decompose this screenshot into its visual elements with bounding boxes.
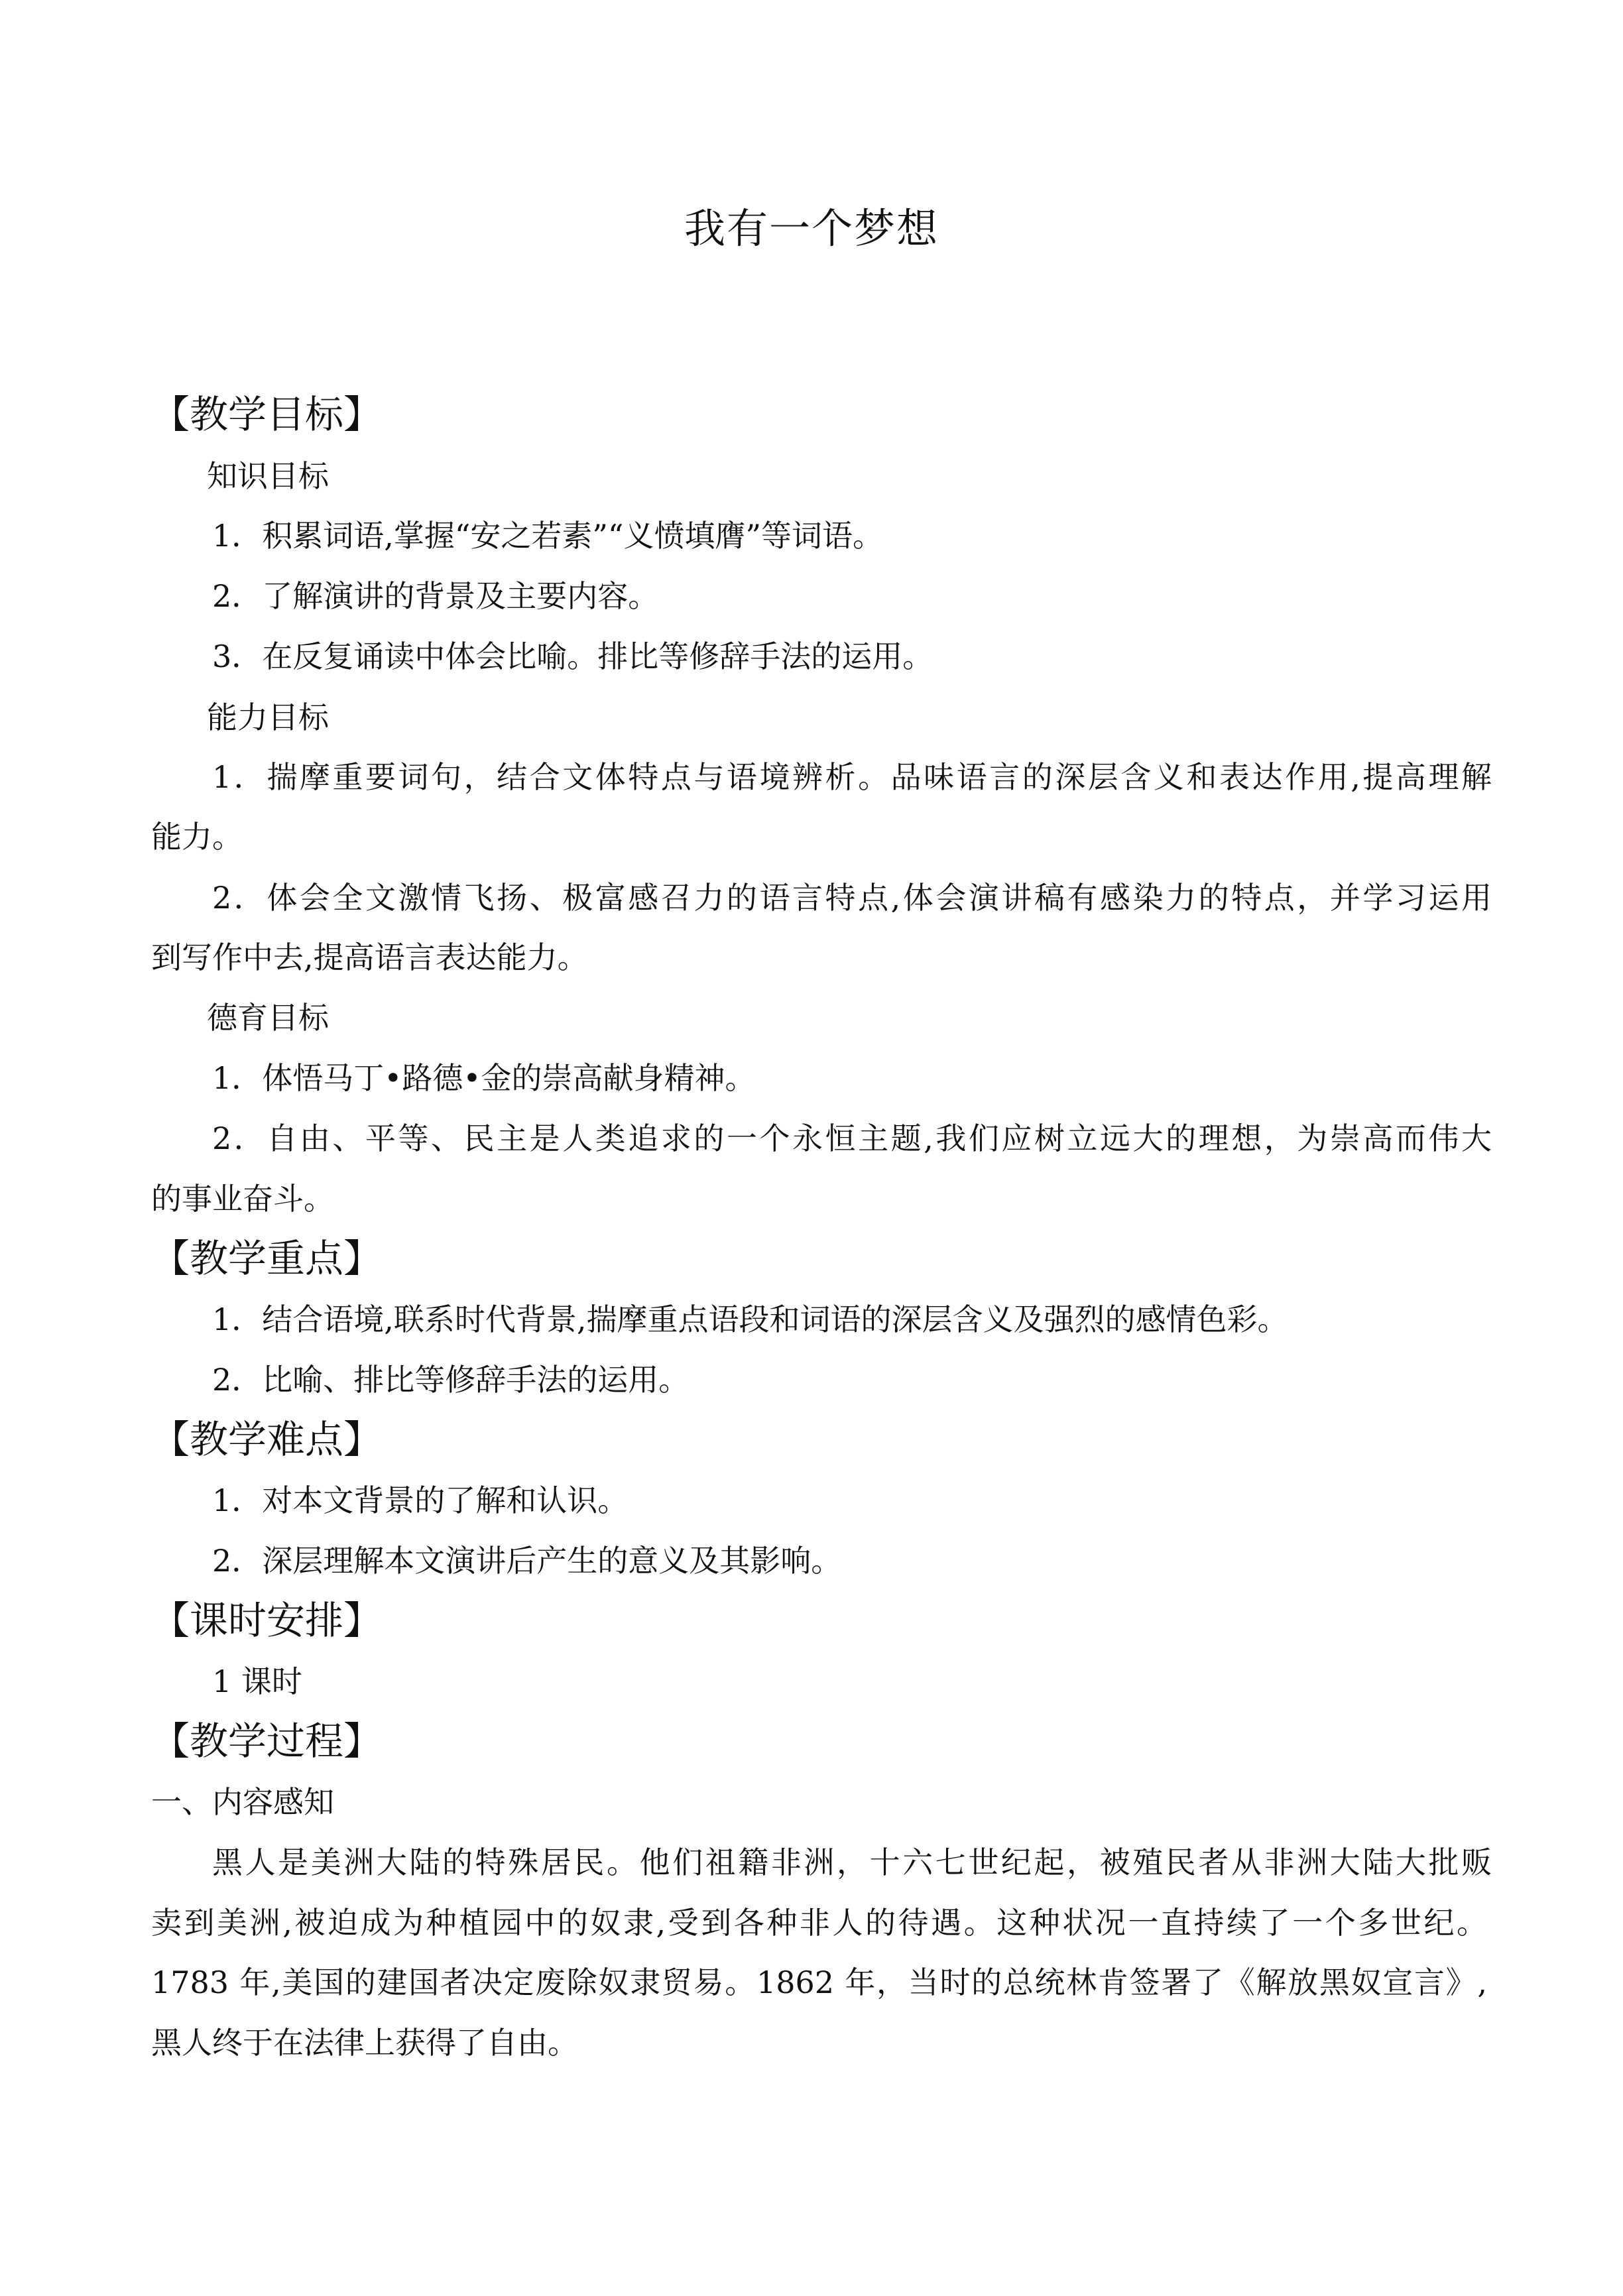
knowledge-objectives-label: 知识目标 bbox=[207, 458, 329, 494]
difficulties-heading: 【教学难点】 bbox=[151, 1417, 383, 1462]
key-points-heading: 【教学重点】 bbox=[151, 1236, 383, 1281]
moral-item-1: 1．体悟马丁•路德•金的崇高献身精神。 bbox=[212, 1060, 756, 1096]
ability-item-2-line-2: 到写作中去,提高语言表达能力。 bbox=[151, 939, 588, 975]
paragraph-line-2: 卖到美洲,被迫成为种植园中的奴隶,受到各种非人的待遇。这种状况一直持续了一个多世纪。 bbox=[151, 1905, 1487, 1941]
moral-item-2-line-1: 2．自由、平等、民主是人类追求的一个永恒主题,我们应树立远大的理想，为崇高而伟大 bbox=[212, 1120, 1492, 1156]
difficulty-item-2: 2．深层理解本文演讲后产生的意义及其影响。 bbox=[212, 1543, 842, 1579]
difficulty-item-1: 1．对本文背景的了解和认识。 bbox=[212, 1482, 629, 1518]
ability-item-2-line-1: 2．体会全文激情飞扬、极富感召力的语言特点,体会演讲稿有感染力的特点，并学习运用 bbox=[212, 880, 1492, 916]
paragraph-line-1: 黑人是美洲大陆的特殊居民。他们祖籍非洲，十六七世纪起，被殖民者从非洲大陆大批贩 bbox=[212, 1844, 1492, 1880]
objectives-heading: 【教学目标】 bbox=[151, 392, 383, 437]
document-title: 我有一个梦想 bbox=[684, 204, 939, 253]
key-point-item-2: 2．比喻、排比等修辞手法的运用。 bbox=[212, 1362, 690, 1398]
ability-item-1-line-2: 能力。 bbox=[151, 819, 243, 855]
knowledge-item-2: 2．了解演讲的背景及主要内容。 bbox=[212, 578, 659, 614]
section-1-title: 一、内容感知 bbox=[151, 1784, 334, 1820]
schedule-heading: 【课时安排】 bbox=[151, 1598, 383, 1643]
paragraph-line-3: 1783 年,美国的建国者决定废除奴隶贸易。1862 年，当时的总统林肯签署了《解放黑奴宣言》, bbox=[151, 1964, 1487, 2000]
knowledge-item-1: 1．积累词语,掌握“安之若素”“义愤填膺”等词语。 bbox=[212, 518, 883, 554]
key-point-item-1: 1．结合语境,联系时代背景,揣摩重点语段和词语的深层含义及强烈的感情色彩。 bbox=[212, 1301, 1288, 1337]
moral-objectives-label: 德育目标 bbox=[207, 1000, 329, 1036]
ability-objectives-label: 能力目标 bbox=[207, 699, 329, 735]
knowledge-item-3: 3．在反复诵读中体会比喻。排比等修辞手法的运用。 bbox=[212, 638, 933, 674]
schedule-text: 1 课时 bbox=[212, 1663, 302, 1699]
moral-item-2-line-2: 的事业奋斗。 bbox=[151, 1181, 334, 1217]
ability-item-1-line-1: 1．揣摩重要词句，结合文体特点与语境辨析。品味语言的深层含义和表达作用,提高理解 bbox=[212, 759, 1492, 795]
paragraph-line-4: 黑人终于在法律上获得了自由。 bbox=[151, 2025, 578, 2061]
process-heading: 【教学过程】 bbox=[151, 1719, 383, 1764]
